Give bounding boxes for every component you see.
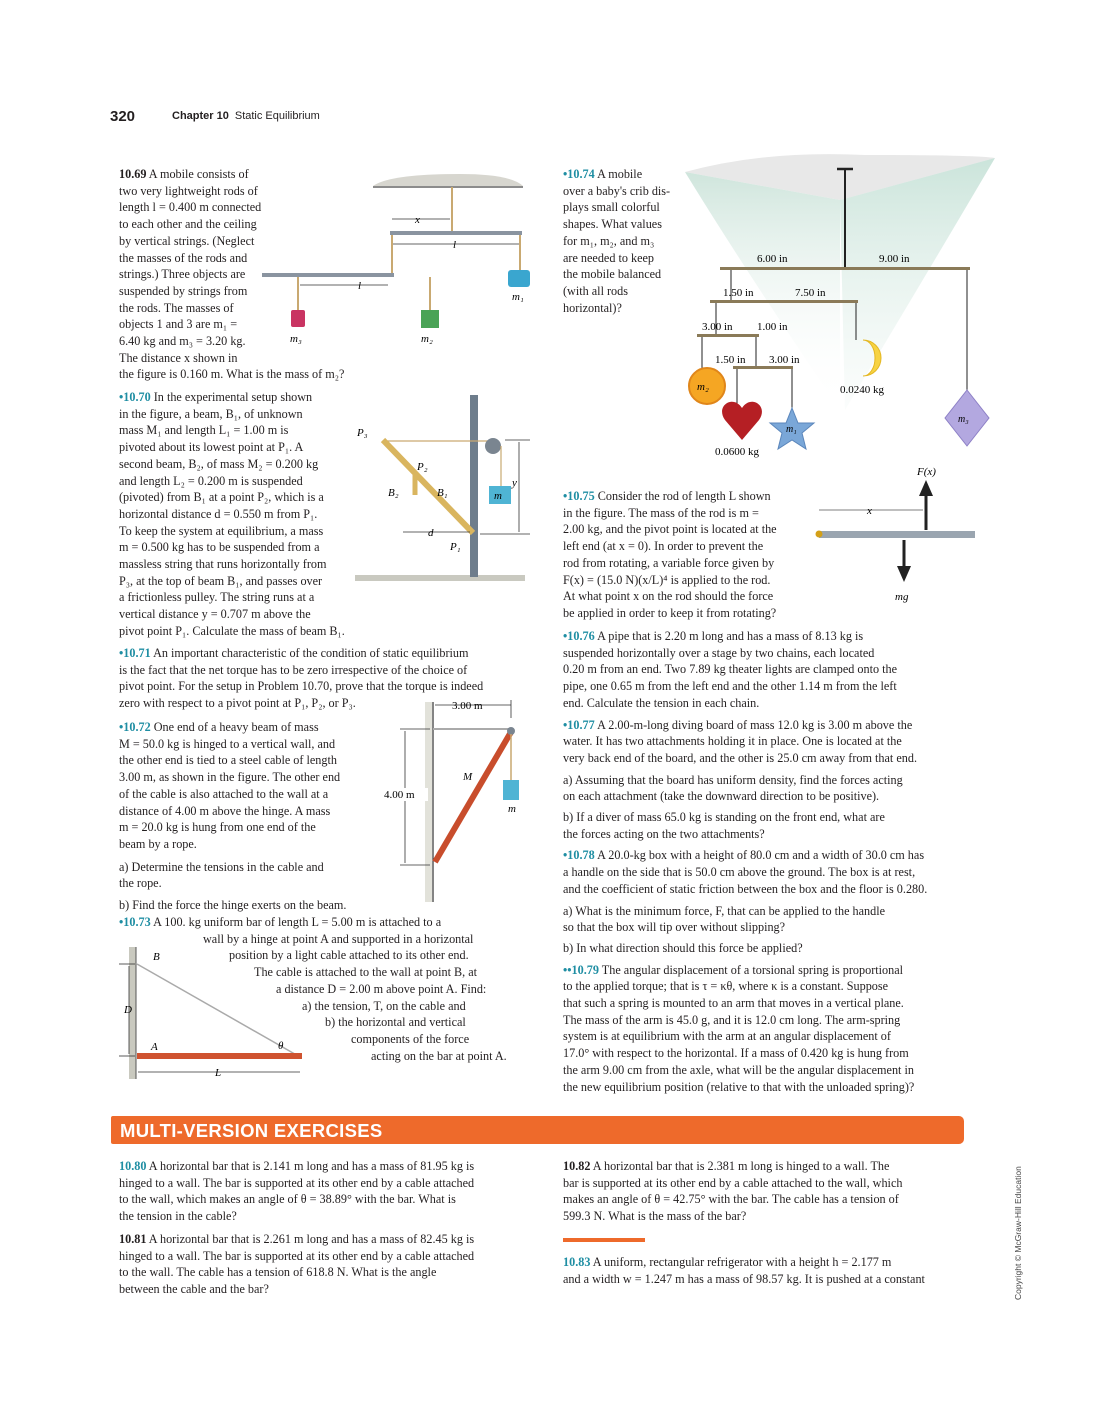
problem-10-72 [119,719,389,914]
text-line: massless string that runs horizontally from [119,557,327,572]
problem-10-75 [563,488,813,622]
wall [425,702,432,902]
dist-1-50: 1.50 in [723,287,754,299]
text-line: P₃, at the top of beam B₁, and passes over [119,573,323,588]
part-a: a) What is the minimum force, F, that can be applied to the handle [563,903,886,918]
text-line: and length L₂ = 0.200 m is suspended [119,473,303,488]
text-line: the masses of the rods and [119,250,248,265]
problem-10-83 [563,1254,973,1287]
top-rod [720,267,970,270]
problem-number: 10.76 [567,629,595,643]
ceiling-shape [373,174,523,186]
text-line: the figure is 0.160 m. What is the mass of m₂? [119,367,345,382]
text-line: to each other and the ceiling [119,217,257,232]
D-label: D [124,1004,132,1016]
problem-number: 10.74 [567,167,595,181]
text-line: vertical distance y = 0.707 m above the [119,607,311,622]
p2-label: P₂ [417,461,428,473]
text-line: distance of 4.00 m above the hinge. A mass [119,803,331,818]
text-line: to the applied torque; that is τ = κθ, where κ is a constant. Suppose [563,979,889,994]
text-line: a frictionless pulley. The string runs at a [119,590,315,605]
mg-label: mg [895,591,909,603]
crib-mobile-figure-10-74 [685,150,1010,460]
lower-rod [262,273,394,277]
p1-label: P₁ [450,541,461,553]
text-line: A horizontal bar that is 2.141 m long and has a mass of 81.95 kg is [148,1159,475,1173]
text-line: A pipe that is 2.20 m long and has a mass of 8.13 kg is [597,629,864,643]
text-line: mass M₁ and length L₁ = 1.00 m is [119,423,289,438]
difficulty-dots: •• [563,962,572,977]
text-line: hinged to a wall. The bar is supported at its other end by a cable attached [119,1175,475,1190]
rod-force-figure-10-75 [815,460,975,605]
text-line: A uniform, rectangular refrigerator with a height h = 2.177 m [592,1255,892,1269]
text-line: F(x) = (15.0 N)(x/L)⁴ is applied to the rod. [563,572,771,587]
problem-number: 10.83 [563,1255,591,1269]
multi-version-banner: MULTI-VERSION EXERCISES [111,1116,964,1144]
text-line: m = 0.500 kg has to be suspended from a [119,540,320,555]
l-label: l [453,239,457,251]
part-a: a) Assuming that the board has uniform density, find the forces acting [563,772,903,787]
text-line: and a width w = 1.247 m has a mass of 98.57 kg. It is pushed at a constant [563,1271,925,1286]
text-line: bar is supported at its other end by a cable attached to the wall, which [563,1175,903,1190]
problem-number: 10.71 [123,646,151,660]
difficulty-dot: • [119,390,124,404]
text-line: water. It has two attachments holding it in place. One is located at the [563,734,902,749]
text-line: horizontal)? [563,300,622,315]
text-line: plays small colorful [563,200,660,215]
part-a: the rope. [119,876,162,891]
text-line: rod from rotating, a variable force given by [563,555,775,570]
problem-number: 10.72 [123,720,151,734]
text-line: 6.40 kg and m₃ = 3.20 kg. [119,334,246,349]
text-line: A 100. kg uniform bar of length L = 5.00 m is attached to a [153,915,442,929]
text-line: (pivoted) from B₁ at a point P₂, which is a [119,490,324,505]
problem-10-80 [119,1158,539,1225]
m2-cube [421,310,439,328]
bottom-rod [733,366,793,369]
pivot-point [816,531,823,538]
text-line: (with all rods [563,283,628,298]
text-line: b) the horizontal and vertical [325,1015,466,1030]
problem-number: 10.77 [567,717,595,732]
pulley [485,438,501,454]
text-line: beam by a rope. [119,836,197,851]
chapter-title: Static Equilibrium [234,110,320,122]
problem-number: 10.70 [123,390,151,404]
text-line: The distance x shown in [119,350,238,365]
text-line: 599.3 N. What is the mass of the bar? [563,1209,747,1224]
m-label: m [508,803,516,815]
part-a: on each attachment (take the downward direction to be positive). [563,789,880,804]
text-line: and the coefficient of static friction between the box and the floor is 0.280. [563,881,928,896]
difficulty-dot: • [563,629,568,643]
text-line: position by a light cable attached to its other end. [229,948,469,963]
text-line: be applied in order to keep it from rotating? [563,605,777,620]
text-line: by vertical strings. (Neglect [119,233,255,248]
dist-3-00b: 3.00 in [769,354,800,366]
difficulty-dot: • [563,717,568,732]
text-line: a distance D = 2.00 m above point A. Find: [276,981,487,996]
up-arrow-icon [919,480,933,496]
text-line: The mass of the arm is 45.0 g, and it is 12.0 cm long. The arm-spring [563,1012,901,1027]
text-line: One end of a heavy beam of mass [153,720,319,734]
text-line: suspended horizontally over a stage by two chains, each located [563,645,875,660]
problem-10-77 [563,717,973,843]
text-line: A mobile consists of [148,167,249,181]
text-line: in the figure. The mass of the rod is m = [563,505,759,520]
copyright-notice: Copyright © McGraw-Hill Education [1013,1166,1023,1300]
part-b: the forces acting on the two attachments? [563,826,765,841]
hinged-beam-figure-10-72 [375,690,540,910]
beam-pulley-figure-10-70 [355,390,535,585]
down-arrow-icon [897,566,911,582]
a-label: A [151,1041,158,1053]
lower-rod [697,334,759,337]
text-line: the arm 9.00 cm from the axle, what will be the angular displacement in [563,1062,914,1077]
text-line: A 20.0-kg box with a height of 80.0 cm and a width of 30.0 cm has [597,848,925,863]
text-line: 3.00 m, as shown in the figure. The other end [119,770,341,785]
text-line: system is at equilibrium with the arm at an angular displacement of [563,1029,891,1044]
part-b: b) If a diver of mass 65.0 kg is standing on the front end, what are [563,810,885,825]
text-line: The angular displacement of a torsional spring is proportional [601,962,904,977]
m3-cylinder [291,310,305,327]
text-line: m = 20.0 kg is hung from one end of the [119,820,316,835]
text-line: for m₁, m₂, and m₃ [563,233,655,248]
rod [819,531,975,538]
text-line: 0.20 m from an end. Two 7.89 kg theater lights are clamped onto the [563,662,897,677]
text-line: the tension in the cable? [119,1209,237,1224]
difficulty-dot: • [119,720,124,734]
text-line: hinged to a wall. The bar is supported at its other end by a cable attached [119,1248,475,1263]
difficulty-dot: • [563,489,568,503]
vertical-post [470,395,478,577]
mobile-figure-10-69 [260,170,540,350]
text-line: A 2.00-m-long diving board of mass 12.0 kg is 3.00 m above the [597,717,913,732]
bar-cable-figure-10-73 [115,945,305,1080]
problem-number: 10.79 [571,962,599,977]
text-line: between the cable and the bar? [119,1282,269,1297]
m3-label: m₃ [958,414,969,425]
cable [137,964,300,1057]
text-line: is the fact that the net torque has to be zero irrespective of the choice of [119,662,468,677]
text-line: length l = 0.400 m connected [119,200,262,215]
dist-9-00: 9.00 in [879,253,910,265]
problem-10-82 [563,1158,973,1225]
y-label: y [512,477,517,489]
section-divider [563,1238,645,1242]
text-line: shapes. What values [563,217,662,232]
problem-number: 10.69 [119,167,147,181]
difficulty-dot: • [119,646,124,660]
part-b: b) Find the force the hinge exerts on the beam. [119,898,347,913]
text-line: a) the tension, T, on the cable and [302,998,466,1013]
text-line: The cable is attached to the wall at point B, at [254,965,478,980]
dist-6-00: 6.00 in [757,253,788,265]
problem-10-74 [563,166,703,316]
text-line: the other end is tied to a steel cable of length [119,753,337,768]
L-label: L [215,1067,222,1079]
text-line: A mobile [597,167,643,181]
d-label: d [428,527,434,539]
difficulty-dot: • [119,915,124,929]
text-line: a handle on the side that is 50.0 cm above the ground. The box is at rest, [563,865,916,880]
force-label: F(x) [917,466,936,478]
text-line: the rods. The masses of [119,300,234,315]
text-line: over a baby's crib dis- [563,183,671,198]
b-label: B [153,951,160,963]
problem-10-70 [119,389,359,640]
heart-shape [722,402,762,440]
problem-number: 10.80 [119,1159,147,1173]
b2-label: B₂ [388,487,399,499]
text-line: M = 50.0 kg is hinged to a vertical wall, and [119,736,336,751]
problem-number: 10.75 [567,489,595,503]
text-line: A horizontal bar that is 2.261 m long and has a mass of 82.45 kg is [148,1232,475,1246]
m1-label: m₁ [512,291,524,303]
bar [137,1053,302,1059]
m2-label: m₂ [697,381,709,393]
text-line: to the wall, which makes an angle of θ = 38.89° with the bar. What is [119,1192,456,1207]
difficulty-dot: • [563,848,568,863]
dist-1-50b: 1.50 in [715,354,746,366]
problem-number: 10.81 [119,1232,147,1246]
text-line: At what point x on the rod should the force [563,589,774,604]
text-line: 2.00 kg, and the pivot point is located at the [563,522,777,537]
text-line: pivoted about its lowest point at P₁. A [119,440,304,455]
m1-label: m₁ [786,424,797,435]
text-line: that such a spring is mounted to an arm that moves in a vertical plane. [563,996,904,1011]
text-line: of the cable is also attached to the wall at a [119,786,329,801]
hanging-mass [503,780,519,800]
text-line: Consider the rod of length L shown [597,489,771,503]
m1-cylinder [508,270,530,287]
problem-number: 10.82 [563,1159,591,1173]
floor [355,575,525,581]
problem-10-76 [563,628,973,712]
dist-7-50: 7.50 in [795,287,826,299]
text-line: wall by a hinge at point A and supported in a horizontal [203,931,474,946]
x-label: x [867,505,872,517]
dist-1-00: 1.00 in [757,321,788,333]
text-line: very back end of the board, and the other is 25.0 cm away from that end. [563,750,917,765]
problems-10-76-to-10-79 [563,628,973,1095]
text-line: strings.) Three objects are [119,267,246,282]
text-line: pivot point P₁. Calculate the mass of beam B₁. [119,623,345,638]
middle-rod [710,300,858,303]
heart-mass: 0.0600 kg [715,446,759,458]
m3-label: m₃ [290,333,302,345]
page-number: 320 [110,108,136,125]
p3-label: P₃ [357,427,368,439]
m-label: m [494,490,502,502]
problem-10-78 [563,847,973,956]
text-line: components of the force [351,1031,470,1046]
text-line: pipe, one 0.65 m from the left end and the other 1.14 m from the left [563,679,897,694]
part-a: so that the box will tip over without slipping? [563,920,786,935]
text-line: are needed to keep [563,250,655,265]
height-label: 4.00 m [384,789,415,801]
text-line: makes an angle of θ = 42.75° with the bar. The cable has a tension of [563,1192,899,1207]
theta-label: θ [278,1040,284,1052]
problem-10-81 [119,1231,539,1298]
beam [435,732,511,862]
chapter-heading [172,110,320,122]
chapter-label: Chapter 10 [172,110,229,122]
text-line: To keep the system at equilibrium, a mass [119,523,324,538]
problem-number: 10.73 [123,915,151,929]
dist-3-00: 3.00 in [702,321,733,333]
difficulty-dot: • [563,167,568,181]
text-line: end. Calculate the tension in each chain. [563,695,760,710]
text-line: pivot point. For the setup in Problem 10.70, prove that the torque is indeed [119,679,484,694]
text-line: the mobile balanced [563,267,662,282]
text-line: two very lightweight rods of [119,183,258,198]
text-line: suspended by strings from [119,283,248,298]
text-line: An important characteristic of the condition of static equilibrium [153,646,469,660]
text-line: horizontal distance d = 0.550 m from P₁. [119,506,318,521]
text-line: the new equilibrium position (relative to that with the unloaded spring)? [563,1079,915,1094]
upper-rod [390,231,522,235]
text-line: left end (at x = 0). In order to prevent the [563,539,764,554]
problem-number: 10.78 [567,848,595,863]
text-line: 17.0° with respect to the horizontal. If a mass of 0.420 kg is hung from [563,1046,909,1061]
part-b: b) In what direction should this force be applied? [563,940,803,955]
problem-10-79 [563,962,973,1096]
text-line: acting on the bar at point A. [371,1048,507,1063]
x-label: x [415,214,420,226]
l-label-2: l [358,280,362,292]
part-a: a) Determine the tensions in the cable and [119,859,324,874]
b1-label: B₁ [437,487,448,499]
text-line: zero with respect to a pivot point at P₁, P₂, or P₃. [119,696,356,711]
text-line: in the figure, a beam, B₁, of unknown [119,406,303,421]
text-line: A horizontal bar that is 2.381 m long is hinged to a wall. The [592,1159,890,1173]
text-line: to the wall. The cable has a tension of 618.8 N. What is the angle [119,1265,437,1280]
text-line: second beam, B₂, of mass M₂ = 0.200 kg [119,456,319,471]
text-line: objects 1 and 3 are m₁ = [119,317,238,332]
m2-label: m₂ [421,333,433,345]
text-line: In the experimental setup shown [153,390,313,404]
width-label: 3.00 m [452,700,483,712]
M-label: M [463,771,473,783]
moon-mass: 0.0240 kg [840,384,884,396]
